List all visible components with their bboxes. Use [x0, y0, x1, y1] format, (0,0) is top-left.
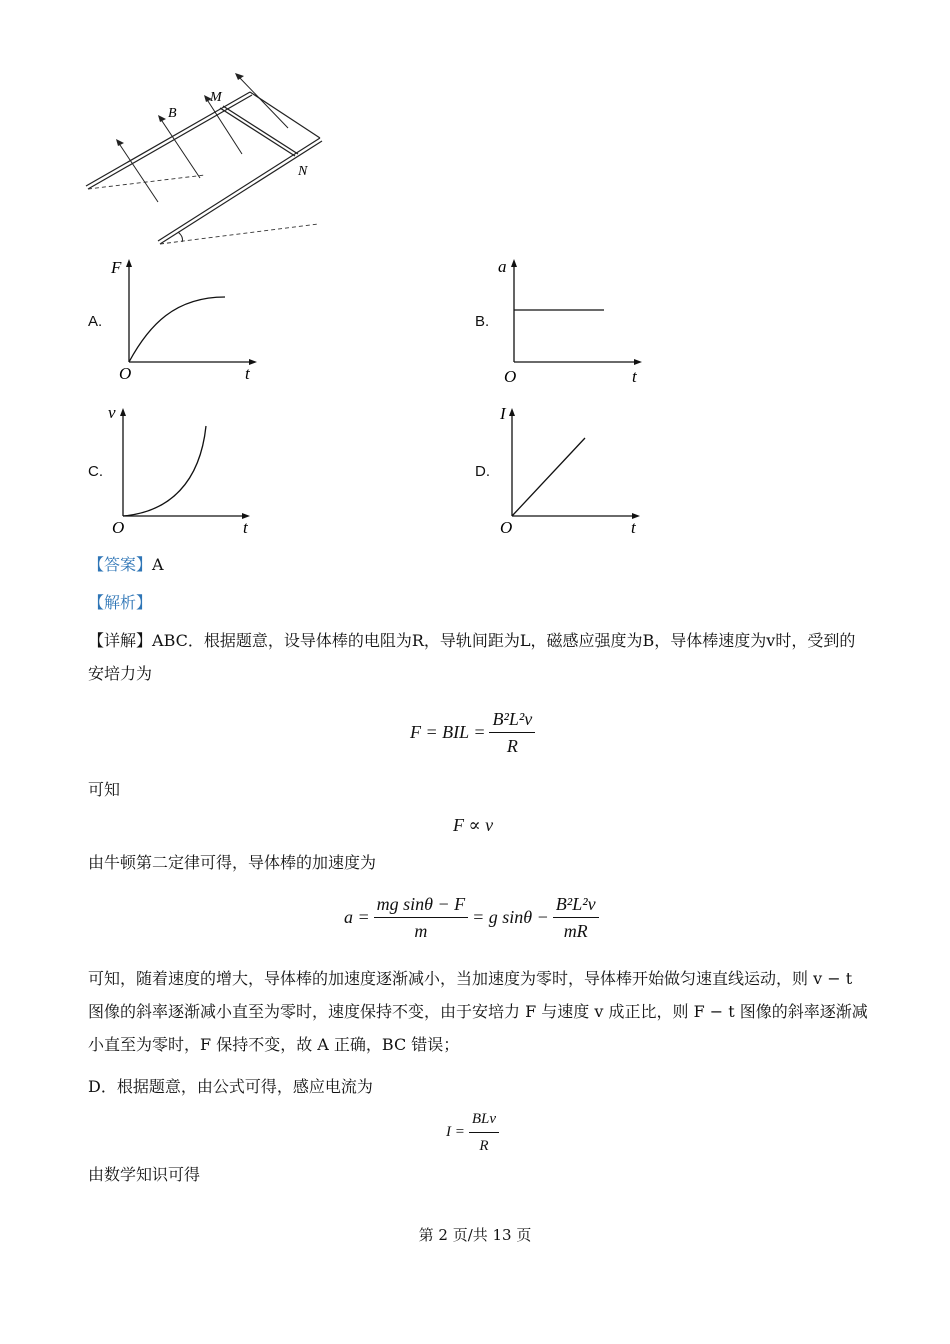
axis-x-label: t	[632, 367, 637, 385]
detail-tag: 【详解】	[88, 631, 153, 650]
eq1-fraction	[489, 708, 535, 757]
option-d-label: D.	[475, 463, 490, 480]
detail-text-6: 由数学知识可得	[88, 1165, 201, 1184]
label-m: M	[210, 90, 222, 105]
eq4-numerator: BLv	[469, 1108, 499, 1133]
incline-rails-diagram	[80, 70, 340, 250]
origin-label: O	[119, 364, 132, 383]
equation-current	[446, 1108, 503, 1157]
eq3-lhs: a =	[344, 907, 370, 927]
analysis-tag: 【解析】	[88, 593, 153, 612]
eq3-mid: = g sinθ −	[472, 907, 549, 927]
eq4-lhs: I =	[446, 1124, 465, 1140]
origin-label: O	[500, 518, 513, 537]
equation-proportional: F ∝ v	[453, 815, 494, 835]
axis-y-label: I	[500, 404, 506, 423]
label-b: B	[168, 106, 177, 121]
option-d-graph	[490, 402, 650, 537]
option-a-graph	[105, 255, 265, 385]
eq1-denominator: R	[506, 736, 518, 756]
axis-y-label: F	[111, 258, 122, 277]
option-b-graph	[492, 255, 652, 385]
origin-label: O	[504, 367, 517, 385]
eq3-numerator-1: mg sinθ − F	[374, 893, 469, 918]
equation-acceleration	[344, 893, 603, 942]
option-c-label: C.	[88, 463, 103, 480]
option-a-label: A.	[88, 313, 103, 330]
option-b-label: B.	[475, 313, 490, 330]
eq4-fraction	[469, 1108, 499, 1157]
label-n: N	[298, 164, 308, 179]
detail-text-2: 可知	[88, 780, 121, 799]
axis-y-label: a	[498, 257, 507, 276]
detail-paragraph-1	[88, 624, 868, 690]
equation-ampere-force	[410, 708, 539, 757]
axis-y-label: v	[108, 403, 116, 422]
eq3-denominator-2: mR	[563, 921, 588, 941]
origin-label: O	[112, 518, 125, 537]
answer-tag: 【答案】	[88, 555, 153, 574]
eq3-denominator-1: m	[414, 921, 428, 941]
eq1-numerator: B²L²v	[489, 708, 535, 733]
detail-paragraph-4: 可知，随着速度的增大，导体棒的加速度逐渐减小，当加速度为零时，导体棒开始做匀速直线运动，则 v − t 图像的斜率逐渐减小直至为零时，速度保持不变，由于安培力 F 与速度 v 成正比，则 F − t 图像的斜率逐渐减小直至为零时，F 保持不变，故 A 正确，BC 错误；	[88, 969, 868, 1054]
eq1-lhs: F = BIL =	[410, 722, 486, 742]
page-footer: 第 2 页/共 13 页	[418, 1226, 532, 1244]
axis-x-label: t	[243, 518, 248, 537]
answer-value: A	[152, 555, 164, 574]
eq4-denominator: R	[479, 1138, 489, 1154]
detail-text-3: 由牛顿第二定律可得，导体棒的加速度为	[88, 853, 377, 872]
detail-text-5: D．根据题意，由公式可得，感应电流为	[88, 1077, 373, 1096]
answer-line	[88, 554, 164, 576]
eq3-fraction-2	[553, 893, 599, 942]
eq3-numerator-2: B²L²v	[553, 893, 599, 918]
axis-x-label: t	[631, 518, 636, 537]
eq3-fraction-1	[374, 893, 469, 942]
detail-text-1: ABC．根据题意，设导体棒的电阻为R，导轨间距为L，磁感应强度为B，导体棒速度为v时，受到的安培力为	[88, 631, 856, 683]
option-c-graph	[100, 402, 260, 537]
axis-x-label: t	[245, 364, 250, 383]
